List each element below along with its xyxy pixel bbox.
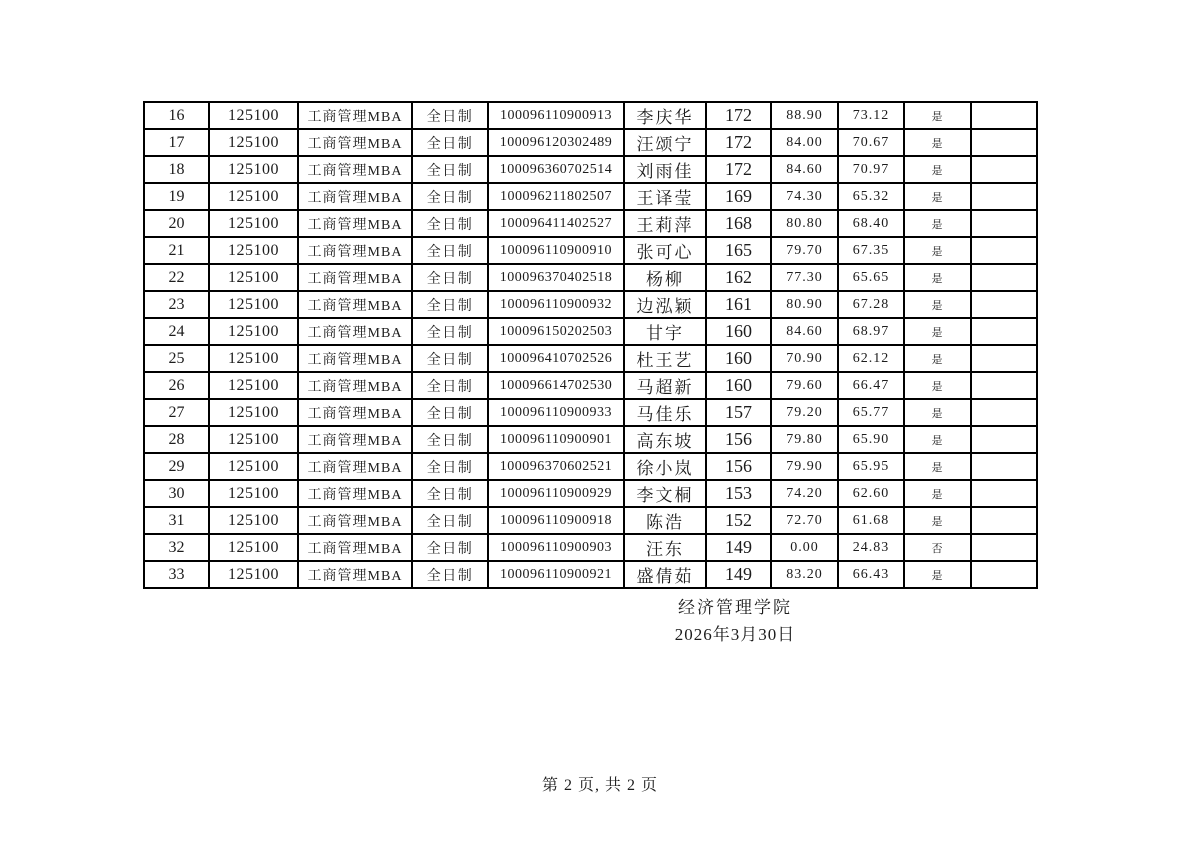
table-cell: 160	[706, 345, 771, 372]
table-cell: 125100	[209, 102, 298, 129]
table-cell: 74.20	[771, 480, 838, 507]
table-cell: 31	[144, 507, 209, 534]
table-cell: 工商管理MBA	[298, 345, 412, 372]
table-cell: 是	[904, 561, 971, 588]
table-cell: 工商管理MBA	[298, 291, 412, 318]
table-cell: 25	[144, 345, 209, 372]
table-cell: 22	[144, 264, 209, 291]
table-cell: 79.70	[771, 237, 838, 264]
table-cell	[971, 507, 1037, 534]
table-cell: 工商管理MBA	[298, 129, 412, 156]
table-cell: 甘宇	[624, 318, 706, 345]
table-cell: 盛倩茹	[624, 561, 706, 588]
table-cell: 172	[706, 129, 771, 156]
table-cell: 70.90	[771, 345, 838, 372]
admission-result-table	[143, 101, 1038, 589]
signature-block	[535, 594, 935, 648]
table-cell: 160	[706, 372, 771, 399]
table-cell: 徐小岚	[624, 453, 706, 480]
table-cell: 65.90	[838, 426, 904, 453]
table-row	[144, 183, 1037, 210]
table-row	[144, 507, 1037, 534]
table-cell: 125100	[209, 318, 298, 345]
table-cell: 全日制	[412, 426, 488, 453]
table-cell: 工商管理MBA	[298, 534, 412, 561]
table-cell: 160	[706, 318, 771, 345]
table-cell	[971, 399, 1037, 426]
table-row	[144, 480, 1037, 507]
table-cell: 125100	[209, 426, 298, 453]
table-cell: 王莉萍	[624, 210, 706, 237]
table-cell: 李庆华	[624, 102, 706, 129]
table-cell: 是	[904, 426, 971, 453]
table-cell	[971, 480, 1037, 507]
table-cell: 70.67	[838, 129, 904, 156]
table-cell: 陈浩	[624, 507, 706, 534]
table-cell: 168	[706, 210, 771, 237]
table-cell: 20	[144, 210, 209, 237]
table-cell: 工商管理MBA	[298, 183, 412, 210]
table-cell: 工商管理MBA	[298, 210, 412, 237]
table-cell: 100096120302489	[488, 129, 624, 156]
table-cell: 149	[706, 561, 771, 588]
table-cell: 125100	[209, 561, 298, 588]
table-cell: 工商管理MBA	[298, 507, 412, 534]
table-cell: 156	[706, 453, 771, 480]
table-row	[144, 453, 1037, 480]
table-cell: 是	[904, 183, 971, 210]
table-row	[144, 237, 1037, 264]
table-cell	[971, 318, 1037, 345]
table-row	[144, 372, 1037, 399]
signature-date: 2026年3月30日	[674, 625, 796, 644]
table-cell: 65.65	[838, 264, 904, 291]
table-cell: 是	[904, 210, 971, 237]
table-cell: 125100	[209, 399, 298, 426]
table-cell: 工商管理MBA	[298, 399, 412, 426]
table-body	[144, 102, 1037, 588]
table-row	[144, 318, 1037, 345]
table-cell: 是	[904, 318, 971, 345]
table-cell: 125100	[209, 210, 298, 237]
table-cell: 70.97	[838, 156, 904, 183]
table-cell: 84.60	[771, 156, 838, 183]
table-cell: 125100	[209, 237, 298, 264]
table-row	[144, 210, 1037, 237]
table-cell: 全日制	[412, 264, 488, 291]
table-cell	[971, 534, 1037, 561]
table-cell: 17	[144, 129, 209, 156]
table-cell: 李文桐	[624, 480, 706, 507]
table-cell: 79.20	[771, 399, 838, 426]
table-cell: 28	[144, 426, 209, 453]
table-cell: 是	[904, 453, 971, 480]
table-cell: 全日制	[412, 291, 488, 318]
table-cell: 工商管理MBA	[298, 453, 412, 480]
table-cell: 0.00	[771, 534, 838, 561]
table-cell: 是	[904, 291, 971, 318]
table-cell: 工商管理MBA	[298, 372, 412, 399]
table-cell: 100096370602521	[488, 453, 624, 480]
table-cell: 100096110900933	[488, 399, 624, 426]
table-cell: 80.80	[771, 210, 838, 237]
table-row	[144, 156, 1037, 183]
table-cell: 19	[144, 183, 209, 210]
table-cell: 21	[144, 237, 209, 264]
table-cell: 125100	[209, 372, 298, 399]
table-cell: 全日制	[412, 129, 488, 156]
table-cell: 100096110900932	[488, 291, 624, 318]
table-cell	[971, 237, 1037, 264]
table-cell: 杜王艺	[624, 345, 706, 372]
table-cell: 是	[904, 264, 971, 291]
table-cell: 162	[706, 264, 771, 291]
table-cell: 165	[706, 237, 771, 264]
table-cell: 77.30	[771, 264, 838, 291]
table-cell: 全日制	[412, 210, 488, 237]
table-cell: 172	[706, 156, 771, 183]
table-cell: 全日制	[412, 318, 488, 345]
table-cell: 125100	[209, 129, 298, 156]
table-cell: 67.35	[838, 237, 904, 264]
table-cell: 79.90	[771, 453, 838, 480]
table-cell: 100096110900901	[488, 426, 624, 453]
table-cell	[971, 291, 1037, 318]
table-cell: 工商管理MBA	[298, 102, 412, 129]
table-cell: 100096150202503	[488, 318, 624, 345]
table-cell	[971, 372, 1037, 399]
table-cell: 工商管理MBA	[298, 156, 412, 183]
table-cell: 84.00	[771, 129, 838, 156]
table-cell: 100096370402518	[488, 264, 624, 291]
table-cell: 30	[144, 480, 209, 507]
table-cell: 100096110900918	[488, 507, 624, 534]
table-cell: 33	[144, 561, 209, 588]
table-cell: 18	[144, 156, 209, 183]
table-cell: 79.60	[771, 372, 838, 399]
table-cell: 全日制	[412, 534, 488, 561]
table-cell: 62.60	[838, 480, 904, 507]
table-cell: 全日制	[412, 156, 488, 183]
table-cell: 是	[904, 102, 971, 129]
table-cell: 65.32	[838, 183, 904, 210]
table-cell: 是	[904, 156, 971, 183]
table-row	[144, 534, 1037, 561]
table-cell: 125100	[209, 507, 298, 534]
table-cell: 125100	[209, 480, 298, 507]
table-cell: 100096614702530	[488, 372, 624, 399]
table-cell: 149	[706, 534, 771, 561]
table-cell: 100096110900913	[488, 102, 624, 129]
table-cell: 是	[904, 507, 971, 534]
table-cell: 125100	[209, 183, 298, 210]
table-cell: 153	[706, 480, 771, 507]
table-cell	[971, 561, 1037, 588]
table-cell: 125100	[209, 453, 298, 480]
table-cell: 100096110900910	[488, 237, 624, 264]
table-cell: 84.60	[771, 318, 838, 345]
table-cell: 是	[904, 345, 971, 372]
table-cell: 156	[706, 426, 771, 453]
table-row	[144, 426, 1037, 453]
table-cell: 24.83	[838, 534, 904, 561]
table-cell: 工商管理MBA	[298, 561, 412, 588]
table-cell: 高东坡	[624, 426, 706, 453]
signature-department: 经济管理学院	[678, 598, 792, 617]
page-number: 第 2 页, 共 2 页	[541, 777, 658, 794]
table-cell: 72.70	[771, 507, 838, 534]
table-cell	[971, 129, 1037, 156]
table-row	[144, 399, 1037, 426]
table-cell: 27	[144, 399, 209, 426]
table-cell: 王译莹	[624, 183, 706, 210]
table-row	[144, 129, 1037, 156]
table-cell	[971, 264, 1037, 291]
table-cell: 65.77	[838, 399, 904, 426]
table-cell: 100096360702514	[488, 156, 624, 183]
table-cell: 88.90	[771, 102, 838, 129]
table-cell: 全日制	[412, 102, 488, 129]
table-cell: 68.40	[838, 210, 904, 237]
table-cell: 全日制	[412, 507, 488, 534]
table-cell: 125100	[209, 156, 298, 183]
table-cell: 125100	[209, 264, 298, 291]
table-cell: 61.68	[838, 507, 904, 534]
table-cell: 全日制	[412, 237, 488, 264]
table-cell: 80.90	[771, 291, 838, 318]
table-cell: 马超新	[624, 372, 706, 399]
table-cell: 32	[144, 534, 209, 561]
table-cell: 工商管理MBA	[298, 426, 412, 453]
table-cell: 是	[904, 237, 971, 264]
table-cell: 全日制	[412, 480, 488, 507]
table-cell: 62.12	[838, 345, 904, 372]
table-cell: 100096410702526	[488, 345, 624, 372]
table-row	[144, 264, 1037, 291]
table-cell: 全日制	[412, 183, 488, 210]
table-cell: 是	[904, 372, 971, 399]
table-cell	[971, 345, 1037, 372]
table-cell: 100096211802507	[488, 183, 624, 210]
table-cell: 172	[706, 102, 771, 129]
table-cell: 全日制	[412, 345, 488, 372]
table-cell: 125100	[209, 291, 298, 318]
table-cell: 边泓颖	[624, 291, 706, 318]
table-row	[144, 345, 1037, 372]
table-cell: 161	[706, 291, 771, 318]
table-cell: 79.80	[771, 426, 838, 453]
table-cell: 否	[904, 534, 971, 561]
table-cell: 29	[144, 453, 209, 480]
table-cell: 刘雨佳	[624, 156, 706, 183]
table-cell: 67.28	[838, 291, 904, 318]
table-cell: 157	[706, 399, 771, 426]
table-cell: 马佳乐	[624, 399, 706, 426]
table-cell: 汪东	[624, 534, 706, 561]
table-cell: 169	[706, 183, 771, 210]
table-cell: 66.43	[838, 561, 904, 588]
table-cell: 125100	[209, 345, 298, 372]
table-cell: 100096110900921	[488, 561, 624, 588]
table-cell: 是	[904, 480, 971, 507]
table-cell: 65.95	[838, 453, 904, 480]
table-cell	[971, 156, 1037, 183]
table-cell: 汪颂宁	[624, 129, 706, 156]
table-cell: 26	[144, 372, 209, 399]
table-cell: 工商管理MBA	[298, 480, 412, 507]
table-cell: 125100	[209, 534, 298, 561]
table-cell: 100096110900929	[488, 480, 624, 507]
table-cell: 张可心	[624, 237, 706, 264]
table-cell: 152	[706, 507, 771, 534]
table-cell	[971, 210, 1037, 237]
table-cell: 全日制	[412, 453, 488, 480]
table-cell	[971, 426, 1037, 453]
table-cell: 100096411402527	[488, 210, 624, 237]
table-cell: 24	[144, 318, 209, 345]
table-cell: 74.30	[771, 183, 838, 210]
table-cell: 是	[904, 399, 971, 426]
table-cell: 是	[904, 129, 971, 156]
table-cell	[971, 183, 1037, 210]
table-row	[144, 291, 1037, 318]
table-cell: 23	[144, 291, 209, 318]
table-cell: 100096110900903	[488, 534, 624, 561]
table-cell	[971, 102, 1037, 129]
table-cell: 16	[144, 102, 209, 129]
table-cell: 工商管理MBA	[298, 237, 412, 264]
table-cell: 全日制	[412, 372, 488, 399]
table-cell: 全日制	[412, 561, 488, 588]
table-row	[144, 102, 1037, 129]
table-cell: 68.97	[838, 318, 904, 345]
table-cell: 66.47	[838, 372, 904, 399]
table-cell: 全日制	[412, 399, 488, 426]
table-cell: 73.12	[838, 102, 904, 129]
table-cell: 杨柳	[624, 264, 706, 291]
table-cell: 83.20	[771, 561, 838, 588]
table-cell: 工商管理MBA	[298, 264, 412, 291]
table-cell	[971, 453, 1037, 480]
table-cell: 工商管理MBA	[298, 318, 412, 345]
table-row	[144, 561, 1037, 588]
